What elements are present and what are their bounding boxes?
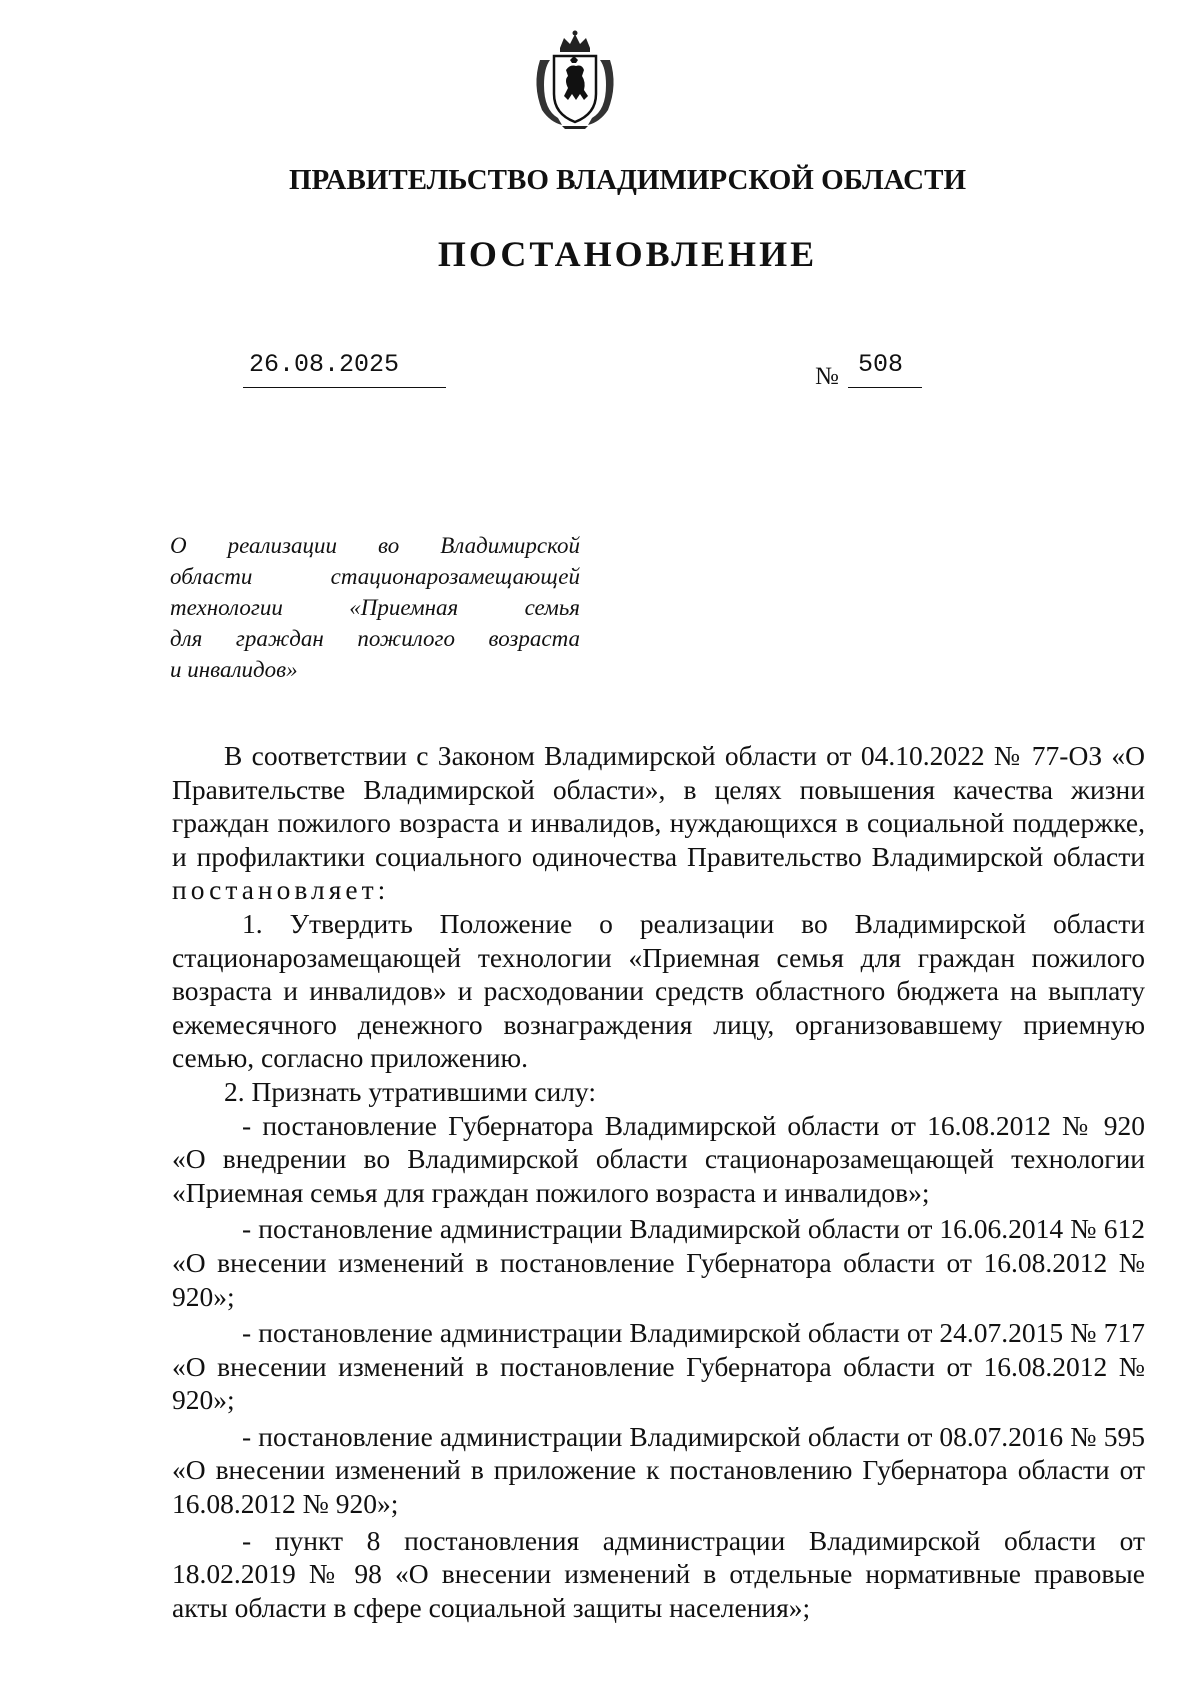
coat-of-arms-icon xyxy=(530,30,620,130)
repealed-item: - постановление администрации Владимирской области от 24.07.2015 № 717 «О внесении изменений в постановление Губернатора области от 16.08.2012 № 920»; xyxy=(172,1317,1145,1416)
repealed-item: - постановление Губернатора Владимирской области от 16.08.2012 № 920 «О внедрении во Владимирской области стационарозамещающей технологии «Приемная семья для граждан пожилого возраста и инвалидов»; xyxy=(172,1109,1145,1208)
document-body xyxy=(172,739,1145,1624)
subject-line: области стационарозамещающей xyxy=(170,564,580,589)
subject-line: для граждан пожилого возраста xyxy=(170,626,580,651)
repealed-item: - пункт 8 постановления администрации Владимирской области от 18.02.2019 № 98 «О внесении изменений в отдельные нормативные правовые акты области в сфере социальной защиты населения»; xyxy=(172,1524,1145,1623)
number-label: № xyxy=(815,363,839,390)
preamble-paragraph xyxy=(172,739,1145,907)
resolves-colon: : xyxy=(377,874,386,906)
subject-line: и инвалидов» xyxy=(170,657,298,682)
subject-line: О реализации во Владимирской xyxy=(170,533,580,558)
item-1-paragraph: 1. Утвердить Положение о реализации во Владимирской области стационарозамещающей технологии «Приемная семья для граждан пожилого возраста и инвалидов» и расходовании средств областного бюджета на выплату ежемесячного денежного вознаграждения лицу, организовавшему приемную семью, согласно приложению. xyxy=(172,907,1145,1074)
document-type: ПОСТАНОВЛЕНИЕ xyxy=(437,234,818,274)
document-number: 508 xyxy=(848,350,922,388)
item-2-paragraph: 2. Признать утратившими силу: xyxy=(224,1075,596,1107)
document-subject xyxy=(170,530,580,685)
document-date: 26.08.2025 xyxy=(243,350,446,388)
repealed-item: - постановление администрации Владимирской области от 08.07.2016 № 595 «О внесении изменений в приложение к постановлению Губернатора области от 16.08.2012 № 920»; xyxy=(172,1420,1145,1520)
repealed-item: - постановление администрации Владимирской области от 16.06.2014 № 612 «О внесении изменений в постановление Губернатора области от 16.08.2012 № 920»; xyxy=(172,1213,1145,1312)
government-name: ПРАВИТЕЛЬСТВО ВЛАДИМИРСКОЙ ОБЛАСТИ xyxy=(288,164,967,196)
preamble-text: В соответствии с Законом Владимирской области от 04.10.2022 № 77-ОЗ «О Правительстве Владимирской области», в целях повышения качества жизни граждан пожилого возраста и инвалидов, нуждающихся в социальной поддержке, и профилактики социального одиночества Правительство Владимирской области xyxy=(172,740,1145,872)
subject-line: технологии «Приемная семья xyxy=(170,595,580,620)
resolves-word: постановляет xyxy=(172,874,378,906)
